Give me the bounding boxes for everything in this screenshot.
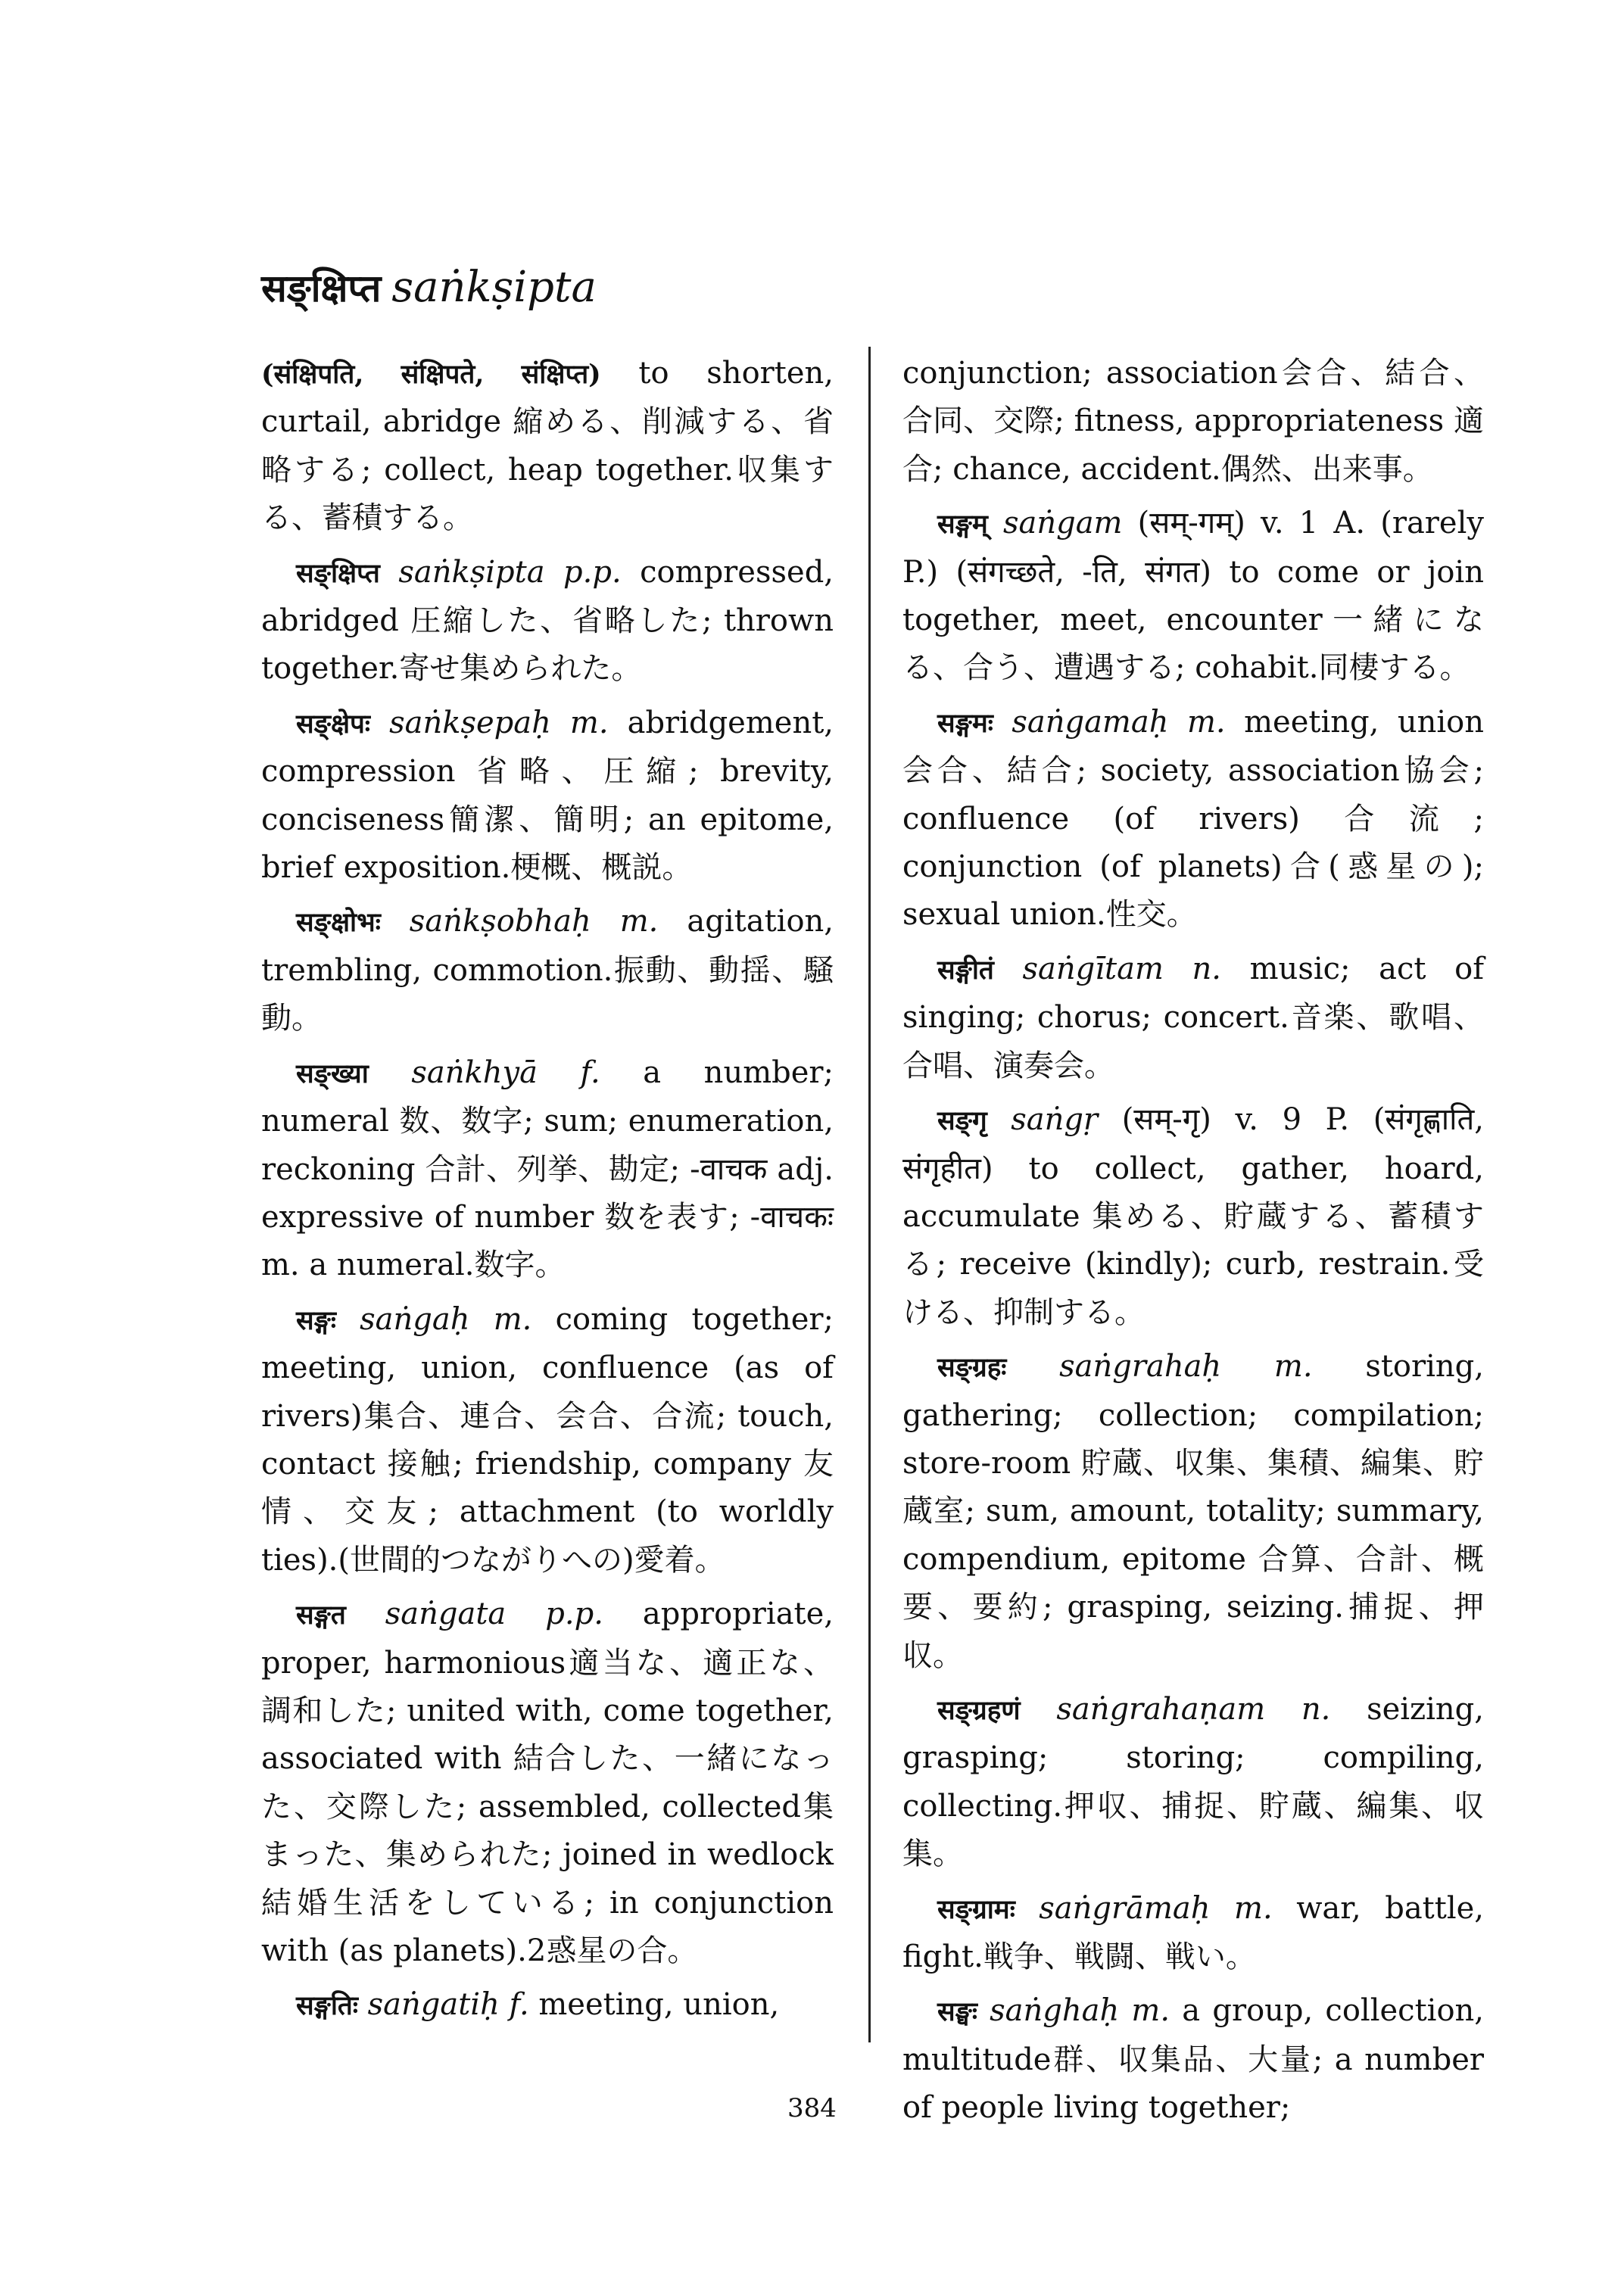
- right-column: [902, 350, 1484, 2139]
- dictionary-entry: [902, 500, 1484, 693]
- entry-devanagari: सङ्क्षोभः: [296, 907, 381, 939]
- headword-devanagari: सङ्क्षिप्त: [261, 266, 382, 310]
- left-column: [261, 350, 834, 2036]
- dictionary-entry: [902, 946, 1484, 1090]
- headword-transliteration: saṅkṣipta: [391, 263, 597, 312]
- entry-definition: (सम्-गम्) v. 1 A. (rarely P.) (संगच्छते, -ति, संगत) to come or join together, meet, encounter一緒になる、合う、遭遇する; cohabit.同棲する。: [902, 506, 1484, 686]
- entry-transliteration: saṅgrahaḥ m.: [1059, 1349, 1313, 1385]
- entry-transliteration: saṅkṣobhaḥ m.: [409, 904, 659, 939]
- entry-transliteration: saṅgītam n.: [1022, 951, 1221, 986]
- entry-transliteration: saṅghaḥ m.: [990, 1993, 1170, 2029]
- entry-definition: conjunction; association会合、結合、合同、交際; fitness, appropriateness 適合; chance, accident.偶然、出来事。: [902, 356, 1484, 487]
- entry-definition: appropriate, proper, harmonious適当な、適正な、調和した; united with, come together, associated with 結合した、一緒になった、交際した; assembled, collected集まった、集められた; joined in wedlock結婚生活をしている; in conjunction with (as planets).2惑星の合。: [261, 1597, 834, 1968]
- entry-definition: agitation, trembling, commotion.振動、動揺、騒動。: [261, 904, 834, 1036]
- dictionary-entry: [902, 699, 1484, 939]
- dictionary-entry: [902, 350, 1484, 494]
- entry-devanagari: सङ्ग्रहः: [937, 1352, 1007, 1384]
- entry-devanagari: सङ्गृ: [937, 1105, 987, 1137]
- entry-devanagari: (संक्षिपति, संक्षिपते, संक्षिप्त): [261, 359, 601, 390]
- entry-definition: a group, collection, multitude群、収集品、大量; a number of people living together;: [902, 1993, 1485, 2126]
- dictionary-entry: [261, 350, 834, 543]
- entry-definition: coming together; meeting, union, confluence (as of rivers)集合、連合、会合、合流; touch, contact 接触; friendship, company 友情、交友; attachment (to worldly ties).(世間的つながりへの)愛着。: [261, 1301, 834, 1578]
- dictionary-entry: [261, 898, 834, 1042]
- entry-transliteration: saṅgrahaṇam n.: [1056, 1691, 1331, 1727]
- entry-transliteration: saṅgamaḥ m.: [1011, 704, 1226, 740]
- entry-definition: meeting, union 会合、結合; society, association協会; confluence (of rivers) 合流; conjunction (of planets)合(惑星の); sexual union.性交。: [902, 704, 1484, 933]
- dictionary-entry: [261, 1590, 834, 1975]
- entry-definition: war, battle, fight.戦争、戦闘、戦い。: [902, 1890, 1485, 1974]
- entry-definition: (सम्-गृ) v. 9 P. (संगृह्णाति, संगृहीत) to collect, gather, hoard, accumulate 集める、貯蔵する、蓄積する; receive (kindly); curb, restrain.受ける、抑制する。: [902, 1102, 1485, 1330]
- entry-devanagari: सङ्क्षिप्त: [296, 557, 380, 589]
- entry-transliteration: saṅgrāmaḥ m.: [1039, 1890, 1273, 1926]
- entry-devanagari: सङ्गम्: [937, 509, 988, 541]
- entry-devanagari: सङ्गीतं: [937, 954, 994, 986]
- entry-definition: compressed, abridged 圧縮した、省略した; thrown together.寄せ集められた。: [261, 554, 834, 687]
- dictionary-entry: [902, 1096, 1484, 1337]
- entry-devanagari: सङ्ख्या: [296, 1058, 369, 1089]
- page-number: 384: [787, 2093, 837, 2123]
- entry-definition: to shorten, curtail, abridge 縮める、削減する、省略する; collect, heap together.収集する、蓄積する。: [261, 356, 834, 536]
- entry-definition: a number; numeral 数、数字; sum; enumeration, reckoning 合計、列挙、勘定; -वाचक adj. expressive of number 数を表す; -वाचकः m. a numeral.数字。: [261, 1055, 834, 1283]
- entry-definition: music; act of singing; chorus; concert.音楽、歌唱、合唱、演奏会。: [902, 951, 1484, 1083]
- column-divider: [868, 347, 871, 2042]
- entry-transliteration: saṅgam: [1002, 506, 1123, 541]
- entry-devanagari: सङ्गः: [296, 1304, 336, 1336]
- entry-transliteration: saṅgaḥ m.: [360, 1301, 532, 1337]
- entry-devanagari: सङ्गतिः: [296, 1990, 358, 2022]
- running-headword: [261, 261, 597, 313]
- dictionary-entry: [902, 1885, 1484, 1982]
- entry-devanagari: सङ्घः: [937, 1996, 977, 2028]
- entry-definition: storing, gathering; collection; compilation; store-room 貯蔵、収集、集積、編集、貯蔵室; sum, amount, totality; summary, compendium, epitome 合算、合計、概要、要約; grasping, seizing.捕捉、押収。: [902, 1349, 1484, 1673]
- entry-devanagari: सङ्ग्रामः: [937, 1893, 1015, 1925]
- entry-transliteration: saṅgṛ: [1011, 1102, 1099, 1138]
- entry-transliteration: saṅgatiḥ f.: [367, 1987, 529, 2023]
- entry-transliteration: saṅkṣepaḥ m.: [389, 705, 609, 740]
- entry-definition: meeting, union,: [528, 1987, 780, 2023]
- entry-transliteration: saṅkhyā f.: [411, 1055, 600, 1090]
- entry-devanagari: सङ्गमः: [937, 707, 993, 739]
- dictionary-entry: [261, 1049, 834, 1290]
- entry-definition: seizing, grasping; storing; compiling, collecting.押収、捕捉、貯蔵、編集、収集。: [902, 1691, 1485, 1872]
- entry-devanagari: सङ्ग्रहणं: [937, 1694, 1021, 1726]
- dictionary-entry: [261, 549, 834, 693]
- dictionary-entry: [902, 1343, 1484, 1680]
- entry-devanagari: सङ्गत: [296, 1600, 346, 1631]
- dictionary-entry: [902, 1686, 1484, 1879]
- entry-transliteration: saṅkṣipta p.p.: [398, 554, 622, 590]
- dictionary-entry: [261, 1296, 834, 1584]
- entry-devanagari: सङ्क्षेपः: [296, 708, 371, 740]
- entry-transliteration: saṅgata p.p.: [385, 1597, 603, 1632]
- entry-definition: abridgement, compression 省略、圧縮; brevity, conciseness簡潔、簡明; an epitome, brief exposition.梗概、概説。: [261, 705, 834, 886]
- dictionary-entry: [261, 1981, 834, 2030]
- dictionary-entry: [261, 699, 834, 893]
